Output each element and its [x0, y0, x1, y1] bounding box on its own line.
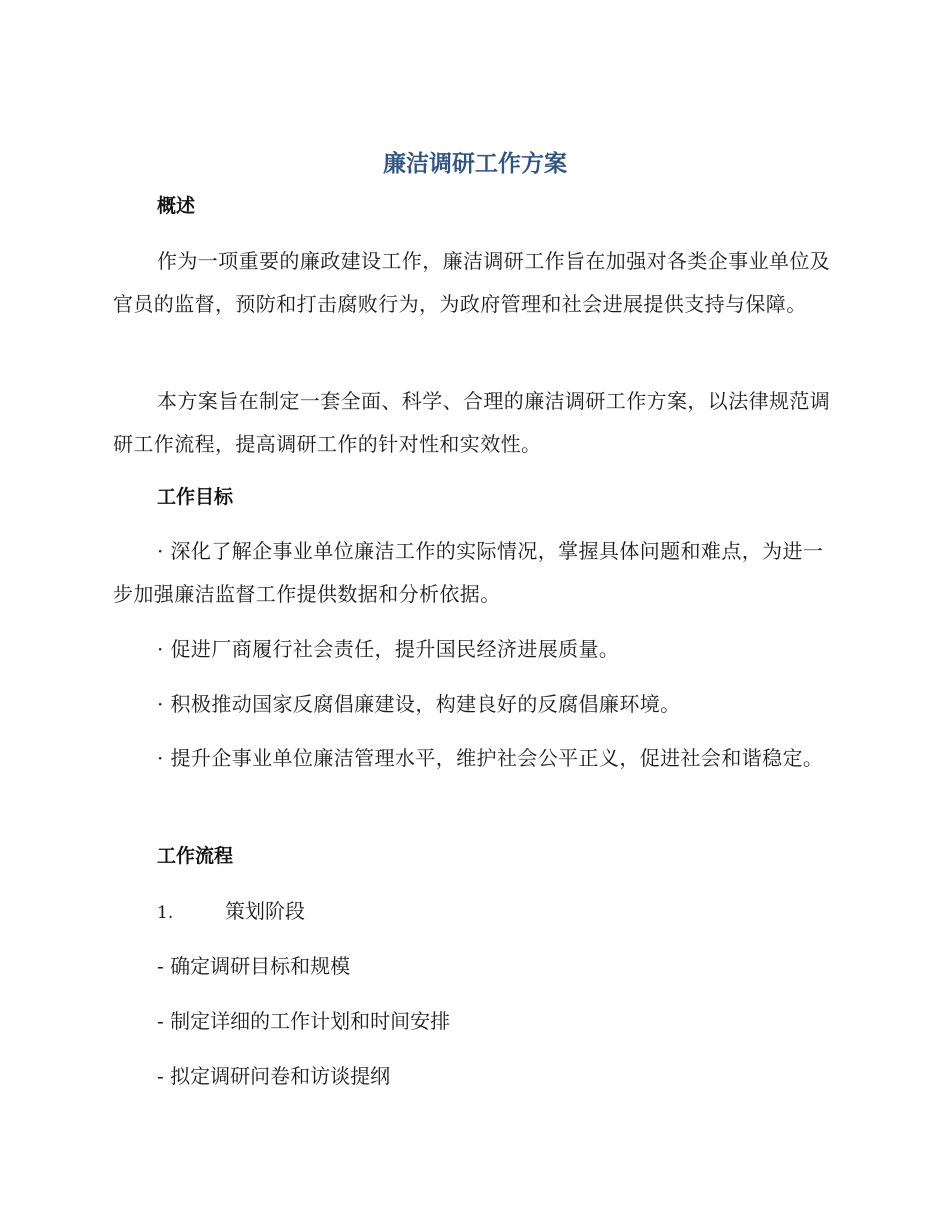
overview-paragraph-1: 作为一项重要的廉政建设工作，廉洁调研工作旨在加强对各类企事业单位及官员的监督，预防和打击腐败行为，为政府管理和社会进展提供支持与保障。 [113, 249, 831, 316]
goal-item-2: · 促进厂商履行社会责任，提升国民经济进展质量。 [157, 637, 620, 661]
process-sub-item-2: - 制定详细的工作计划和时间安排 [157, 1009, 451, 1033]
process-step-label: 策划阶段 [225, 899, 305, 923]
goal-item-4: · 提升企事业单位廉洁管理水平，维护社会公平正义，促进社会和谐稳定。 [157, 746, 824, 770]
document-title: 廉洁调研工作方案 [383, 151, 567, 177]
process-step-1 [157, 896, 305, 928]
section-heading-goals: 工作目标 [157, 486, 234, 508]
process-sub-item-3: - 拟定调研问卷和访谈提纲 [157, 1064, 391, 1088]
process-step-number: 1. [157, 903, 174, 923]
overview-paragraph-2: 本方案旨在制定一套全面、科学、合理的廉洁调研工作方案，以法律规范调研工作流程，提高调研工作的针对性和实效性。 [113, 389, 831, 456]
section-heading-overview: 概述 [157, 195, 196, 217]
section-heading-process: 工作流程 [157, 845, 234, 867]
process-sub-item-1: - 确定调研目标和规模 [157, 954, 351, 978]
goal-item-1: · 深化了解企事业单位廉洁工作的实际情况，掌握具体问题和难点，为进一步加强廉洁监督工作提供数据和分析依据。 [113, 539, 824, 606]
goal-item-3: · 积极推动国家反腐倡廉建设，构建良好的反腐倡廉环境。 [157, 692, 681, 716]
